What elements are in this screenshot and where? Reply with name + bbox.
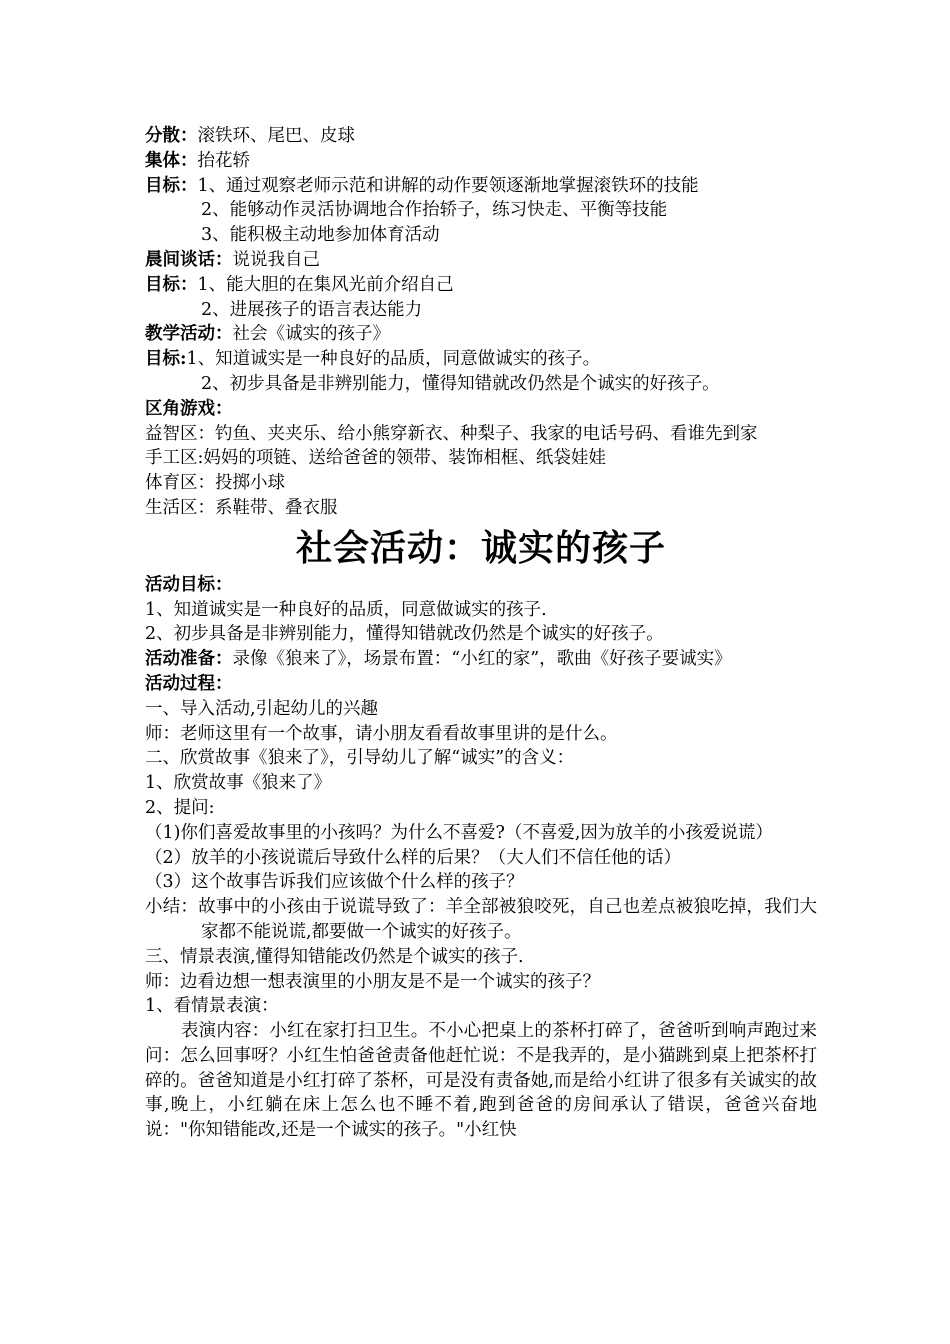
chenjian-text: 说说我自己 <box>232 249 320 270</box>
after-line: 1、看情景表演： <box>145 996 279 1017</box>
fensan-text: 滚铁环、尾巴、皮球 <box>197 126 355 146</box>
goal1-item: 2、能够动作灵活协调地合作抬轿子，练习快走、平衡等技能 <box>201 200 668 221</box>
corner-item-yizhi: 益智区：钓鱼、夹夹乐、给小熊穿新衣、种梨子、我家的电话号码、看谁先到家 <box>145 423 758 444</box>
question-item: （1)你们喜爱故事里的小孩吗？为什么不喜爱?（不喜爱,因为放羊的小孩爱说谎） <box>145 822 773 843</box>
teach-text: 社会《诚实的孩子》 <box>232 324 390 345</box>
lesson-goal-item: 1、知道诚实是一种良好的品质，同意做诚实的孩子. <box>145 599 547 620</box>
goal3-line-1 <box>145 347 817 372</box>
goal3-label: 目标: <box>145 349 187 370</box>
chenjian-line <box>145 248 817 273</box>
goal1-line-3 <box>145 223 817 248</box>
process-line: 二、欣赏故事《狼来了》，引导幼儿了解“诚实”的含义： <box>145 748 575 769</box>
jiti-text: 抬花轿 <box>197 150 250 171</box>
after-line: 师：边看边想一想表演里的小朋友是不是一个诚实的孩子？ <box>145 971 600 992</box>
goal2-line-1 <box>145 273 817 298</box>
goal2-item: 2、进展孩子的语言表达能力 <box>201 299 423 320</box>
process-line: 师：老师这里有一个故事，请小朋友看看故事里讲的是什么。 <box>145 723 618 744</box>
process-line: 2、提问: <box>145 797 215 818</box>
process-line: 1、欣赏故事《狼来了》 <box>145 773 332 794</box>
lesson-goal-item: 2、初步具备是非辨别能力，懂得知错就改仍然是个诚实的好孩子。 <box>145 624 664 645</box>
lesson-prep-label: 活动准备： <box>145 649 233 670</box>
question-item: （2）放羊的小孩说谎后导致什么样的后果？（大人们不信任他的话） <box>145 847 682 868</box>
jiti-line <box>145 149 817 174</box>
teach-label: 教学活动： <box>145 324 233 345</box>
goal3-item: 2、初步具备是非辨别能力，懂得知错就改仍然是个诚实的好孩子。 <box>201 373 720 394</box>
lesson-prep <box>145 647 817 672</box>
lesson-prep-text: 录像《狼来了》，场景布置：“小红的家”，歌曲《好孩子要诚实》 <box>232 649 732 670</box>
lesson-process-label: 活动过程： <box>145 673 233 694</box>
document-page <box>145 124 817 1143</box>
process-line: 一、导入活动,引起幼儿的兴趣 <box>145 698 379 719</box>
lesson-title: 社会活动：诚实的孩子 <box>295 526 666 569</box>
corner-item-tiyu: 体育区：投掷小球 <box>145 473 285 494</box>
fensan-line <box>145 124 817 149</box>
goal2-label: 目标： <box>145 274 198 295</box>
goal2-line-2 <box>145 298 817 323</box>
teach-line <box>145 322 817 347</box>
jiti-label: 集体： <box>145 150 198 171</box>
question-item: （3）这个故事告诉我们应该做个什么样的孩子？ <box>145 872 524 893</box>
after-line: 三、情景表演,懂得知错能改仍然是个诚实的孩子. <box>145 946 524 967</box>
story-paragraph: 表演内容：小红在家打扫卫生。不小心把桌上的茶杯打碎了，爸爸听到响声跑过来问：怎么回事呀？小红生怕爸爸责备他赶忙说：不是我弄的，是小猫跳到桌上把茶杯打碎的。爸爸知道是小红打碎了茶杯，可是没有责备她,而是给小红讲了很多有关诚实的故事,晚上，小红躺在床上怎么也不睡不着,跑到爸爸的房间承认了错误，爸爸兴奋地说："你知错能改,还是一个诚实的孩子。"小红快 <box>145 1021 817 1141</box>
goal1-item: 1、通过观察老师示范和讲解的动作要领逐渐地掌握滚铁环的技能 <box>197 175 699 196</box>
goal3-item: 1、知道诚实是一种良好的品质，同意做诚实的孩子。 <box>186 349 601 370</box>
goal2-item: 1、能大胆的在集风光前介绍自己 <box>197 274 454 295</box>
fensan-label: 分散： <box>145 126 198 146</box>
summary-text: 小结：故事中的小孩由于说谎导致了：羊全部被狼咬死，自己也差点被狼吃掉，我们大家都不能说谎,都要做一个诚实的好孩子。 <box>145 897 817 942</box>
lesson-goal-label: 活动目标： <box>145 574 233 595</box>
corner-item-shenghuo: 生活区：系鞋带、叠衣服 <box>145 497 338 518</box>
goal3-line-2 <box>145 372 817 397</box>
corner-label: 区角游戏： <box>145 398 233 419</box>
goal1-line-1 <box>145 174 817 199</box>
chenjian-label: 晨间谈话： <box>145 249 233 270</box>
goal1-item: 3、能积极主动地参加体育活动 <box>201 225 440 246</box>
corner-item-shougong: 手工区:妈妈的项链、送给爸爸的领带、装饰相框、纸袋娃娃 <box>145 448 606 469</box>
goal1-line-2 <box>145 198 817 223</box>
goal1-label: 目标： <box>145 175 198 196</box>
